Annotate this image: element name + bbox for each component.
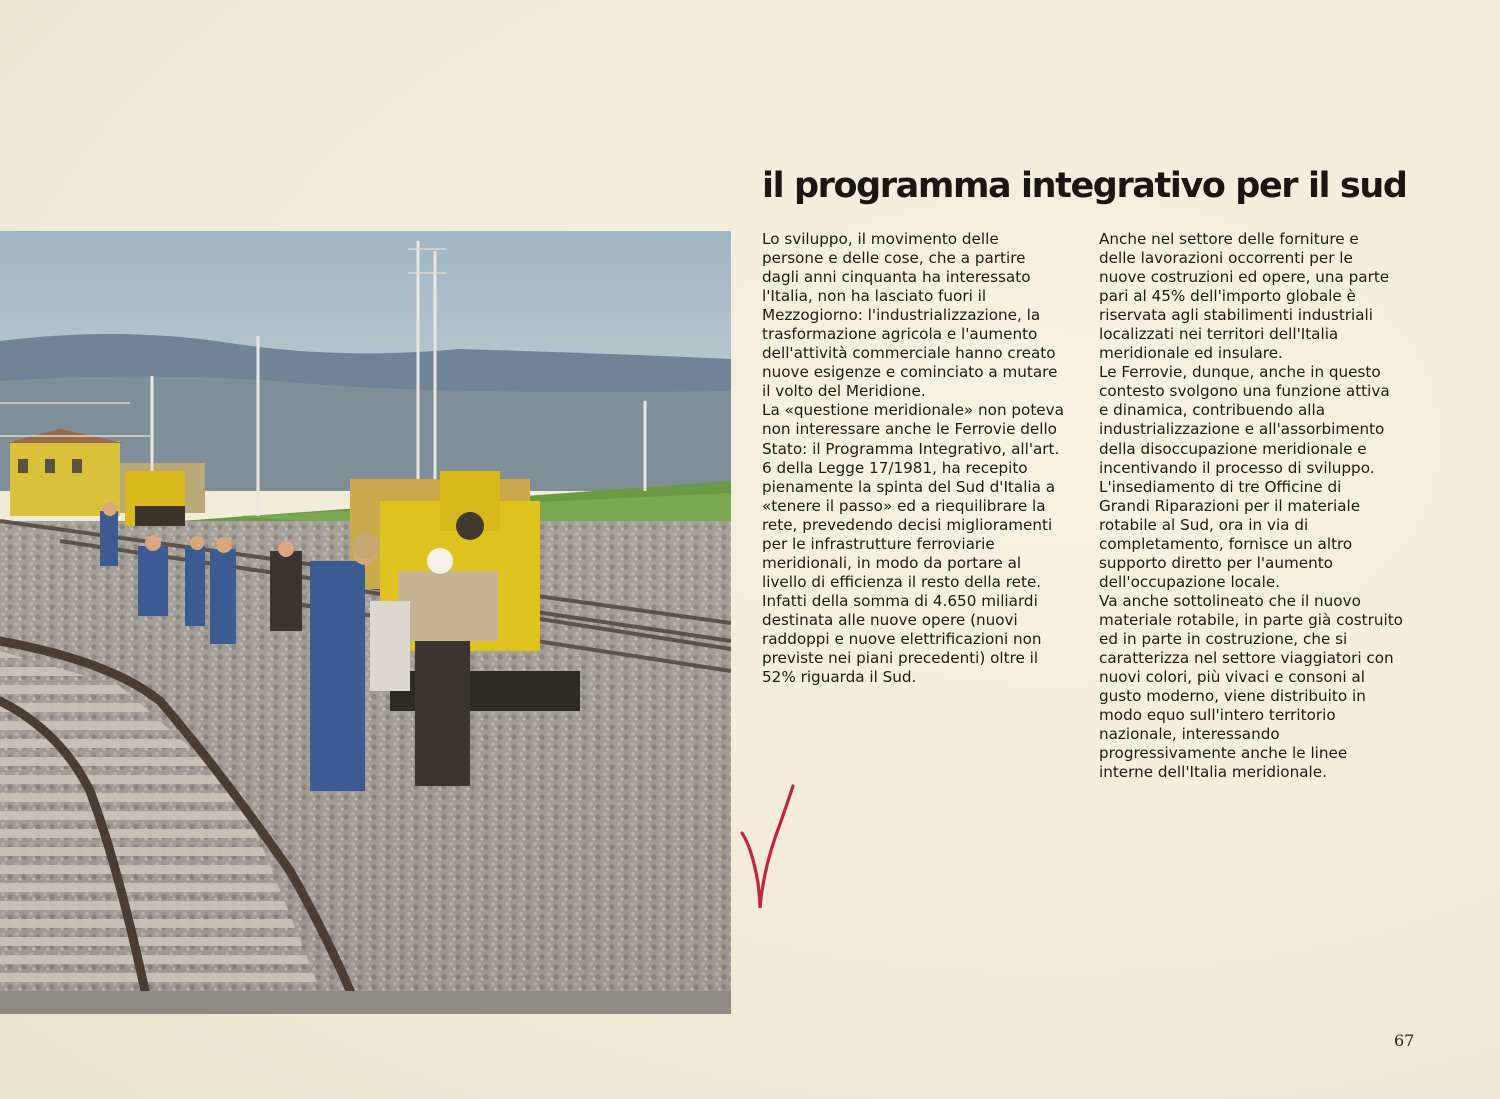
red-checkmark-icon	[730, 778, 800, 922]
text-column-left	[762, 230, 1092, 687]
paragraph: Lo sviluppo, il movimento delle persone e delle cose, che a partire dagli anni cinquanta ha interessato l'Italia, non ha lasciato fuori il Mezzogiorno: l'industrializzazione, la trasformazione agricola e l'aumento dell'attività commerciale hanno creato nuove esigenze e cominciato a mutare il volto del Meridione.	[762, 230, 1058, 401]
paragraph: Va anche sottolineato che il nuovo materiale rotabile, in parte già costruito ed in parte in costruzione, che si caratterizza nel settore viaggiatori con nuovi colori, più vivaci e consoni al gusto moderno, viene distribuito in modo equo sull'intero territorio nazionale, interessando progressivamente anche le linee interne dell'Italia meridionale.	[1099, 591, 1403, 782]
page-title: il programma integrativo per il sud	[762, 166, 1407, 206]
paragraph: La «questione meridionale» non poteva non interessare anche le Ferrovie dello Stato: il Programma Integrativo, all'art. 6 della Legge 17/1981, ha recepito pienamente la spinta del Sud d'Italia a «tenere il passo» ed a riequilibrare la rete, prevedendo decisi miglioramenti per le infrastrutture ferroviarie meridionali, in modo da portare al livello di efficienza il resto della rete. Infatti della somma di 4.650 miliardi destinata alle nuove opere (nuovi raddoppi e nuove elettrificazioni non previste nei piani precedenti) oltre il 52% riguarda il Sud.	[762, 401, 1064, 687]
paragraph: Anche nel settore delle forniture e delle lavorazioni occorrenti per le nuove costruzioni ed opere, una parte pari al 45% dell'importo globale è riservata agli stabilimenti industriali localizzati nei territori dell'Italia meridionale ed insulare.	[1099, 230, 1390, 363]
paragraph: L'insediamento di tre Officine di Grandi Riparazioni per il materiale rotabile al Sud, ora in via di completamento, fornisce un altro supporto diretto per l'aumento dell'occupazione locale.	[1099, 477, 1361, 591]
page-number: 67	[1394, 1031, 1415, 1050]
railway-maintenance-photo	[0, 231, 731, 1014]
paragraph: Le Ferrovie, dunque, anche in questo contesto svolgono una funzione attiva e dinamica, contribuendo alla industrializzazione e all'assorbimento della disoccupazione meridionale e incentivando il processo di sviluppo.	[1099, 363, 1390, 477]
text-column-right	[1099, 230, 1429, 782]
